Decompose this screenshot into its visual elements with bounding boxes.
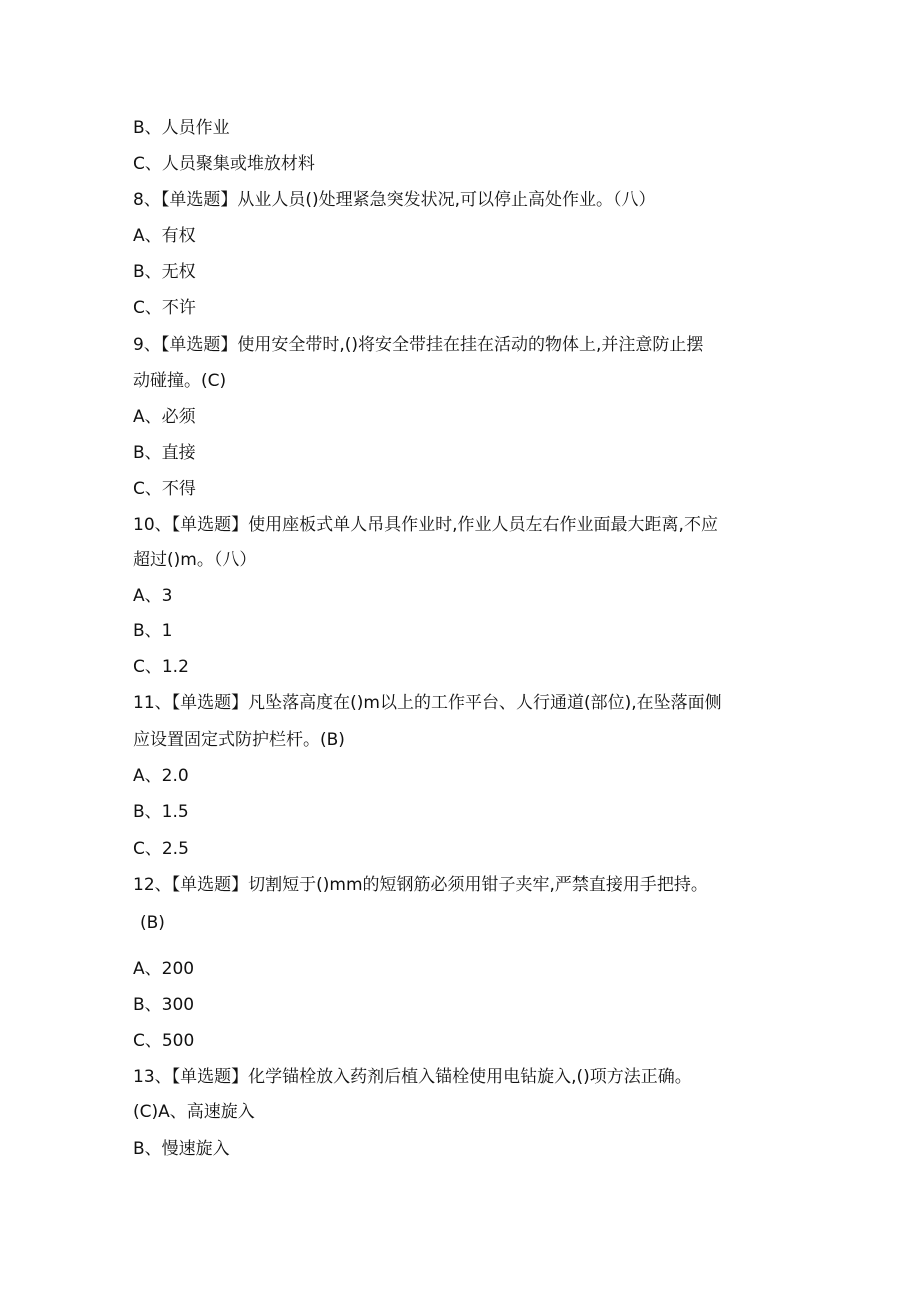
option-a-q9: A、必须 — [133, 407, 196, 427]
option-b-q10: B、1 — [133, 621, 173, 641]
question-8: 8、【单选题】从业人员()处理紧急突发状况,可以停止高处作业。（八） — [133, 190, 656, 210]
option-a-q12: A、200 — [133, 959, 195, 979]
option-b-q8: B、无权 — [133, 262, 196, 282]
option-b-q11: B、1.5 — [133, 802, 189, 822]
option-a-q11: A、2.0 — [133, 766, 189, 786]
question-12: 12、【单选题】切割短于()mm的短钢筋必须用钳子夹牢,严禁直接用手把持。 — [133, 875, 708, 895]
question-12-answer: (B) — [140, 913, 165, 933]
option-a-q10: A、3 — [133, 586, 173, 606]
question-13-cont: (C)A、高速旋入 — [133, 1102, 255, 1122]
option-a-q8: A、有权 — [133, 226, 196, 246]
question-13: 13、【单选题】化学锚栓放入药剂后植入锚栓使用电钻旋入,()项方法正确。 — [133, 1067, 692, 1087]
option-c-q9: C、不得 — [133, 479, 196, 499]
option-c-q12: C、500 — [133, 1031, 195, 1051]
option-b-q9: B、直接 — [133, 443, 196, 463]
question-9-cont: 动碰撞。(C) — [133, 371, 227, 391]
option-c-q11: C、2.5 — [133, 839, 189, 859]
question-11-cont: 应设置固定式防护栏杆。(B) — [133, 730, 345, 750]
question-10-cont: 超过()m。（八） — [133, 550, 257, 570]
question-9: 9、【单选题】使用安全带时,()将安全带挂在挂在活动的物体上,并注意防止摆 — [133, 335, 704, 355]
option-b-q13: B、慢速旋入 — [133, 1139, 230, 1159]
question-10: 10、【单选题】使用座板式单人吊具作业时,作业人员左右作业面最大距离,不应 — [133, 515, 718, 535]
option-c-q10: C、1.2 — [133, 657, 189, 677]
option-c-q8: C、不许 — [133, 298, 196, 318]
question-11: 11、【单选题】凡坠落高度在()m以上的工作平台、人行通道(部位),在坠落面侧 — [133, 693, 722, 713]
option-b-q12: B、300 — [133, 995, 195, 1015]
option-b-q7: B、人员作业 — [133, 118, 230, 138]
option-c-q7: C、人员聚集或堆放材料 — [133, 154, 315, 174]
